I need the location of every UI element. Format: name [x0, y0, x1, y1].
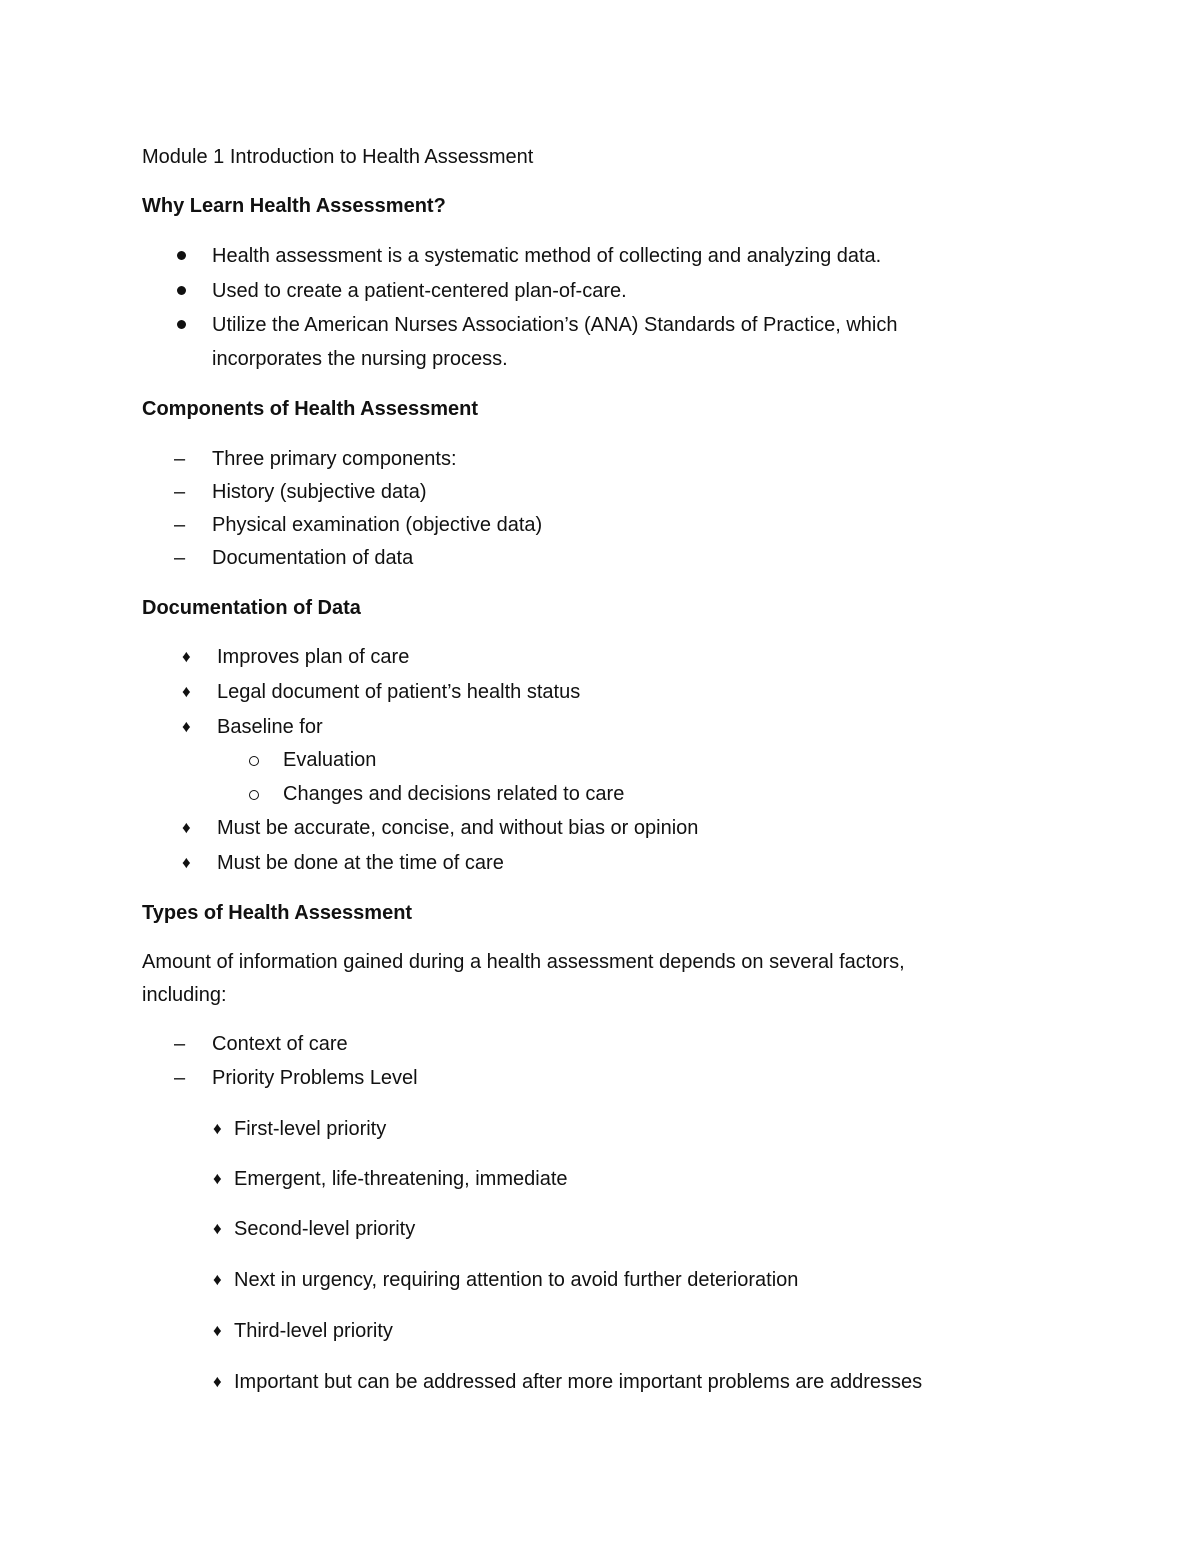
- dash-icon: –: [174, 1067, 186, 1089]
- list-item: Health assessment is a systematic method of collecting and analyzing data.: [212, 245, 882, 267]
- hollow-circle-icon: [249, 790, 259, 800]
- bullet-dot-icon: [177, 286, 186, 295]
- priority-item: First-level priority: [234, 1118, 387, 1140]
- diamond-icon: ♦: [182, 717, 191, 736]
- dash-icon: –: [174, 1033, 186, 1055]
- diamond-icon: ♦: [213, 1321, 222, 1340]
- list-item: Context of care: [212, 1033, 348, 1055]
- bullet-dot-icon: [177, 320, 186, 329]
- section-heading-types: Types of Health Assessment: [142, 902, 413, 924]
- dash-icon: –: [174, 448, 186, 470]
- diamond-icon: ♦: [182, 682, 191, 701]
- diamond-icon: ♦: [182, 818, 191, 837]
- priority-item: Third-level priority: [234, 1320, 393, 1342]
- list-item: Documentation of data: [212, 547, 414, 569]
- diamond-icon: ♦: [213, 1119, 222, 1138]
- priority-item: Next in urgency, requiring attention to avoid further deterioration: [234, 1269, 799, 1291]
- dash-icon: –: [174, 514, 186, 536]
- list-item: Must be accurate, concise, and without bias or opinion: [217, 817, 699, 839]
- list-item: Priority Problems Level: [212, 1067, 418, 1089]
- diamond-icon: ♦: [182, 647, 191, 666]
- list-item: Legal document of patient’s health status: [217, 681, 581, 703]
- section-heading-components: Components of Health Assessment: [142, 398, 478, 420]
- list-item: Baseline for: [217, 716, 323, 738]
- sub-list-item: Changes and decisions related to care: [283, 783, 625, 805]
- list-item: Must be done at the time of care: [217, 852, 504, 874]
- priority-item: Important but can be addressed after more important problems are addresses: [234, 1371, 923, 1393]
- section-heading-why: Why Learn Health Assessment?: [142, 195, 446, 217]
- diamond-icon: ♦: [213, 1169, 222, 1188]
- paragraph-line: Amount of information gained during a health assessment depends on several factors,: [142, 951, 905, 973]
- section-heading-documentation: Documentation of Data: [142, 597, 361, 619]
- priority-item: Second-level priority: [234, 1218, 416, 1240]
- hollow-circle-icon: [249, 756, 259, 766]
- paragraph-line: including:: [142, 984, 227, 1006]
- page-title: Module 1 Introduction to Health Assessment: [142, 146, 534, 168]
- list-item: Physical examination (objective data): [212, 514, 543, 536]
- list-item: History (subjective data): [212, 481, 427, 503]
- list-item: Used to create a patient-centered plan-of-care.: [212, 280, 627, 302]
- list-item: Three primary components:: [212, 448, 457, 470]
- list-item: Improves plan of care: [217, 646, 410, 668]
- sub-list-item: Evaluation: [283, 749, 377, 771]
- diamond-icon: ♦: [213, 1270, 222, 1289]
- list-item-continuation: incorporates the nursing process.: [212, 348, 508, 370]
- priority-item: Emergent, life-threatening, immediate: [234, 1168, 568, 1190]
- list-item: Utilize the American Nurses Association’s (ANA) Standards of Practice, which: [212, 314, 898, 336]
- diamond-icon: ♦: [213, 1219, 222, 1238]
- diamond-icon: ♦: [182, 853, 191, 872]
- diamond-icon: ♦: [213, 1372, 222, 1391]
- dash-icon: –: [174, 481, 186, 503]
- dash-icon: –: [174, 547, 186, 569]
- bullet-dot-icon: [177, 251, 186, 260]
